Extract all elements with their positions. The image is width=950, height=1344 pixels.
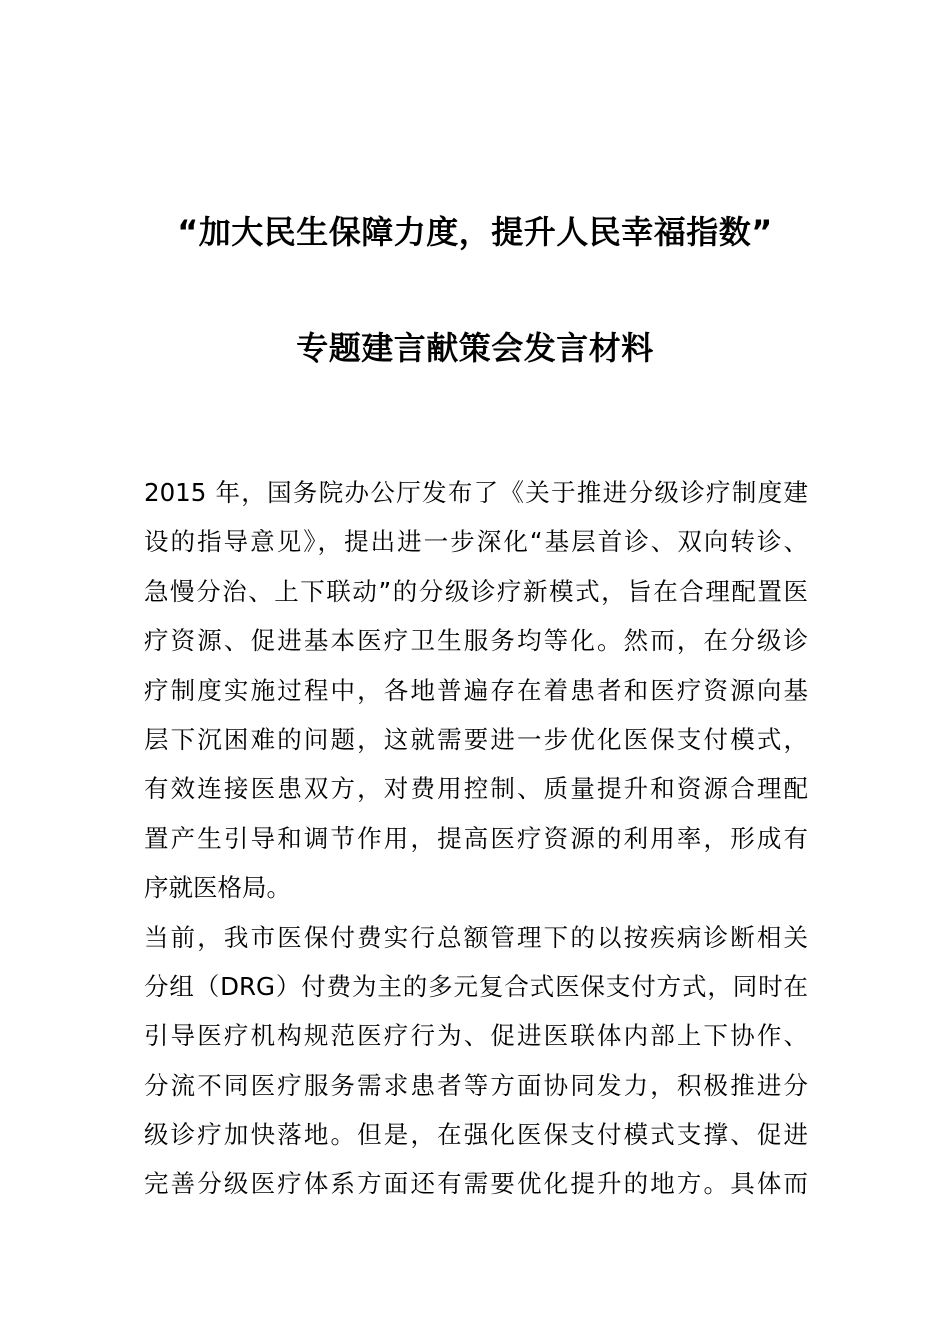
paragraph-line: 完善分级医疗体系方面还有需要优化提升的地方。具体而 <box>144 1169 808 1199</box>
paragraph-line: 设的指导意见》，提出进一步深化“基层首诊、双向转诊、 <box>144 527 808 557</box>
paragraph-line: 疗制度实施过程中，各地普遍存在着患者和医疗资源向基 <box>144 675 808 705</box>
document-title-line-2: 专题建言献策会发言材料 <box>296 329 654 367</box>
paragraph-line: 层下沉困难的问题，这就需要进一步优化医保支付模式， <box>144 724 808 754</box>
paragraph-1 <box>144 468 808 913</box>
paragraph-line: 分流不同医疗服务需求患者等方面协同发力，积极推进分 <box>144 1070 808 1100</box>
document-title-line-1: “加大民生保障力度，提升人民幸福指数” <box>177 213 773 251</box>
document-body <box>144 468 808 1209</box>
paragraph-line: 急慢分治、上下联动”的分级诊疗新模式，旨在合理配置医 <box>144 576 808 606</box>
paragraph-line: 置产生引导和调节作用，提高医疗资源的利用率，形成有 <box>144 823 808 853</box>
paragraph-line: 序就医格局。 <box>144 873 291 903</box>
paragraph-line: 当前，我市医保付费实行总额管理下的以按疾病诊断相关 <box>144 922 808 952</box>
paragraph-line: 疗资源、促进基本医疗卫生服务均等化。然而，在分级诊 <box>144 626 808 656</box>
paragraph-line: 有效连接医患双方，对费用控制、质量提升和资源合理配 <box>144 774 808 804</box>
paragraph-2 <box>144 913 808 1209</box>
paragraph-line: 引导医疗机构规范医疗行为、促进医联体内部上下协作、 <box>144 1021 808 1051</box>
paragraph-line: 2015 年，国务院办公厅发布了《关于推进分级诊疗制度建 <box>144 478 808 507</box>
paragraph-line: 级诊疗加快落地。但是，在强化医保支付模式支撑、促进 <box>144 1120 808 1150</box>
paragraph-line: 分组（DRG）付费为主的多元复合式医保支付方式，同时在 <box>144 971 808 1001</box>
